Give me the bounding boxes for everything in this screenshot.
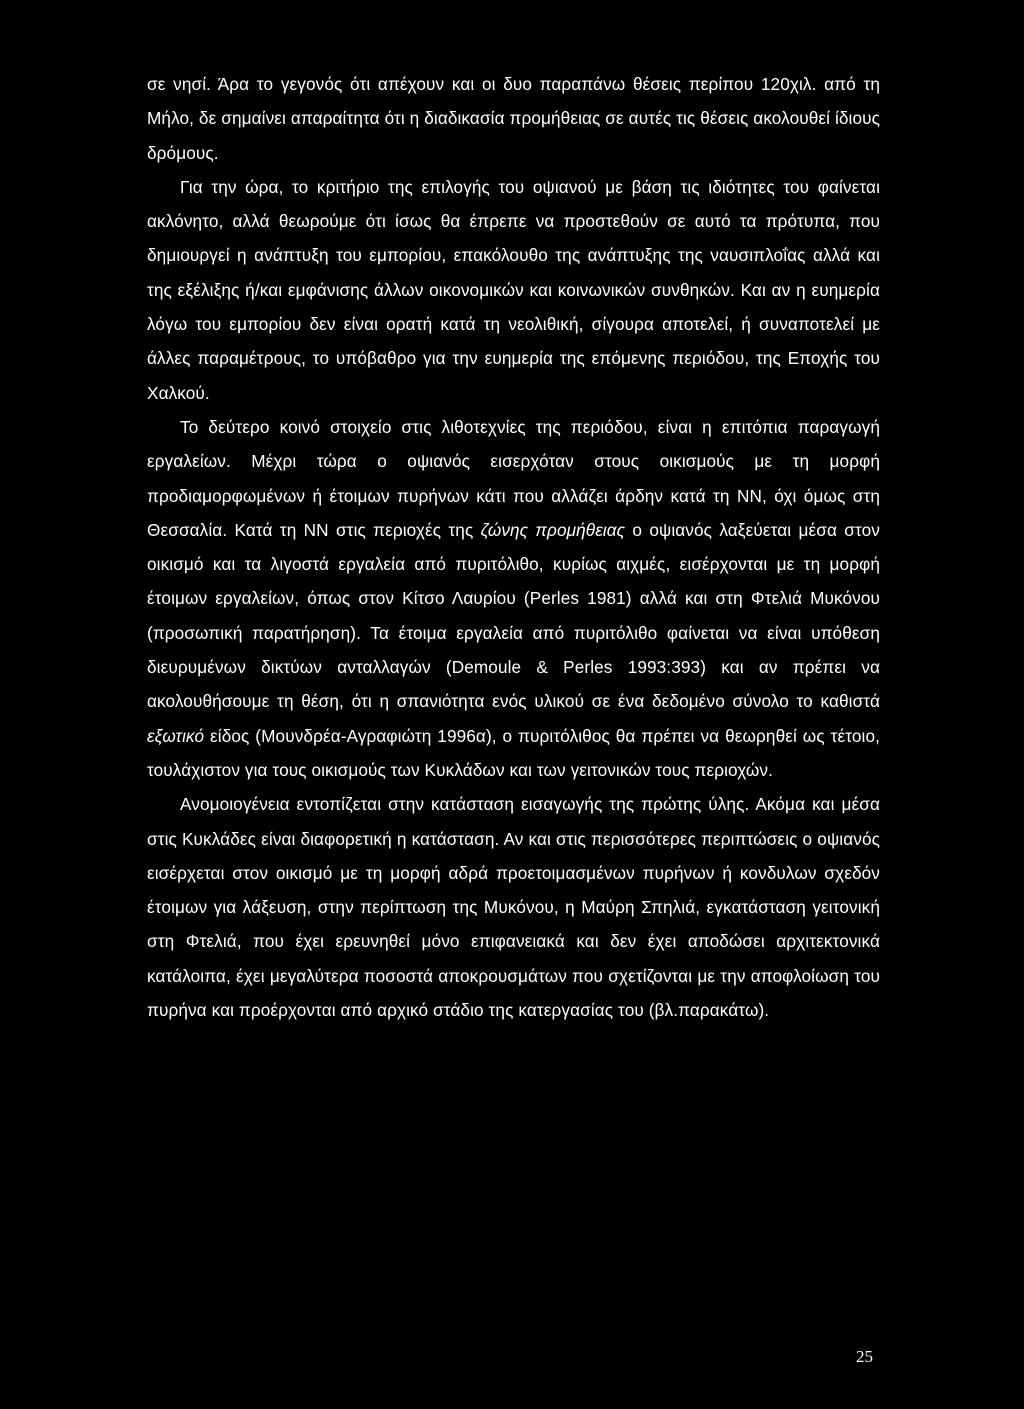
- italic-term: ζώνης προμήθειας: [480, 519, 626, 540]
- italic-term: εξωτικό: [147, 725, 205, 746]
- paragraph-heterogeneity: Ανομοιογένεια εντοπίζεται στην κατάσταση εισαγωγής της πρώτης ύλης. Ακόμα και μέσα στις Κυκλάδες είναι διαφορετική η κατάσταση. Αν και στις περισσότερες περιπτώσεις ο οψιανός εισέρχεται στον οικισμό με τη μορφή αδρά προετοιμασμένων πυρήνων ή κονδυλων σχεδόν έτοιμων για λάξευση, στην περίπτωση της Μυκόνου, η Μαύρη Σπηλιά, εγκατάσταση γειτονική στη Φτελιά, που έχει ερευνηθεί μόνο επιφανειακά και δεν έχει αποδώσει αρχιτεκτονικά κατάλοιπα, έχει μεγαλύτερα ποσοστά αποκρουσμάτων που σχετίζονται με την αποφλοίωση του πυρήνα και προέρχονται από αρχικό στάδιο της κατεργασίας του (βλ.παρακάτω).: [147, 794, 880, 1021]
- paragraph-text-part: είδος (Μουνδρέα-Αγραφιώτη 1996α), ο πυριτόλιθος θα πρέπει να θεωρηθεί ως τέτοιο, τουλάχιστον για τους οικισμούς των Κυκλάδων και των γειτονικών τους περιοχών.: [147, 725, 880, 780]
- paragraph-text-part: Το δεύτερο κοινό στοιχείο στις λιθοτεχνίες της περιόδου, είναι η επιτόπια παραγωγή εργαλείων. Μέχρι τώρα ο οψιανός εισερχόταν στους οικισμούς με τη μορφή προδιαμορφωμένων ή έτοιμων πυρήνων κάτι που αλλάζει άρδην κατά τη ΝΝ, όχι όμως στη Θεσσαλία. Κατά τη ΝΝ στις περιοχές της: [147, 416, 880, 540]
- paragraph-text-part: ο οψιανός λαξεύεται μέσα στον οικισμό και τα λιγοστά εργαλεία από πυριτόλιθο, κυρίως αιχμές, εισέρχονται με τη μορφή έτοιμων εργαλείων, όπως στον Κίτσο Λαυρίου (Perles 1981) αλλά και στη Φτελιά Μυκόνου (προσωπική παρατήρηση). Τα έτοιμα εργαλεία από πυριτόλιθο φαίνεται να είναι υπόθεση διευρυμένων δικτύων ανταλλαγών (Demoule & Perles 1993:393) και αν πρέπει να ακολουθήσουμε τη θέση, ότι η σπανιότητα ενός υλικού σε ένα δεδομένο σύνολο το καθιστά: [147, 519, 880, 712]
- paragraph-criteria: Για την ώρα, το κριτήριο της επιλογής του οψιανού με βάση τις ιδιότητες του φαίνεται ακλόνητο, αλλά θεωρούμε ότι ίσως θα έπρεπε να προστεθούν σε αυτό τα πρότυπα, που δημιουργεί η ανάπτυξη του εμπορίου, επακόλουθο της ανάπτυξης της ναυσιπλοΐας αλλά και της εξέλιξης ή/και εμφάνισης άλλων οικονομικών και κοινωνικών συνθηκών. Και αν η ευημερία λόγω του εμπορίου δεν είναι ορατή κατά τη νεολιθική, σίγουρα αποτελεί, ή συναποτελεί με άλλες παραμέτρους, το υπόβαθρο για την ευημερία της επόμενης περιόδου, της Εποχής του Χαλκού.: [147, 176, 880, 403]
- paragraph-continuation: σε νησί. Άρα το γεγονός ότι απέχουν και οι δυο παραπάνω θέσεις περίπου 120χιλ. από τη Μήλο, δε σημαίνει απαραίτητα ότι η διαδικασία προμήθειας σε αυτές τις θέσεις ακολουθεί ίδιους δρόμους.: [147, 74, 880, 163]
- paragraph-tool-production: [147, 410, 880, 787]
- body-text: [147, 67, 880, 1027]
- page-number: 25: [856, 1347, 873, 1366]
